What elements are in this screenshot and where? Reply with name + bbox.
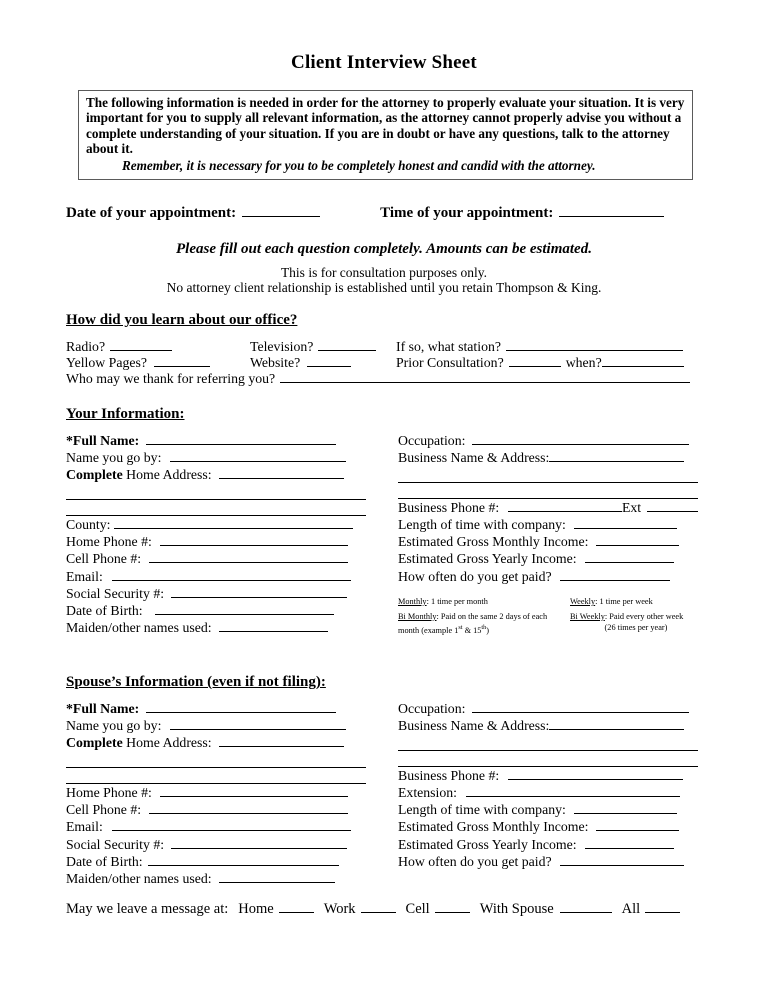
spouse-home-address-label-bold: Complete xyxy=(66,735,123,751)
business-phone-input[interactable] xyxy=(508,499,622,512)
field-row-spouse-full-name xyxy=(66,700,366,717)
referral-label: Who may we thank for referring you? xyxy=(66,371,276,386)
maiden-names-label: Maiden/other names used: xyxy=(66,620,212,636)
field-row-name-you-go-by xyxy=(66,449,366,466)
pay-frequency-weekly xyxy=(570,596,702,608)
message-all-input[interactable] xyxy=(645,900,680,913)
referral-input[interactable] xyxy=(280,370,690,383)
field-row-spouse-business-name-address xyxy=(398,717,698,734)
learn-about-office-fields xyxy=(66,338,696,386)
message-work-input[interactable] xyxy=(361,900,396,913)
spouse-length-of-time-label: Length of time with company: xyxy=(398,802,566,818)
spouse-maiden-names-input[interactable] xyxy=(219,870,335,883)
appointment-date-input[interactable] xyxy=(242,204,320,217)
your-information-right-column xyxy=(398,432,698,585)
spouse-name-you-go-by-input[interactable] xyxy=(170,717,346,730)
spouse-full-name-input[interactable] xyxy=(146,700,336,713)
bi-weekly-note: (26 times per year) xyxy=(604,623,668,632)
occupation-input[interactable] xyxy=(472,432,689,445)
field-row-occupation xyxy=(398,432,698,449)
bi-monthly-mid: & 15 xyxy=(462,625,482,635)
appointment-time-label: Time of your appointment: xyxy=(380,205,554,221)
instructions-line-1: This is for consultation purposes only. xyxy=(280,265,488,280)
field-row-home-phone xyxy=(66,533,366,550)
spouse-information-right-column xyxy=(398,700,698,870)
message-work-label: Work xyxy=(323,901,356,917)
pay-frequency-monthly xyxy=(398,596,563,608)
email-label: Email: xyxy=(66,568,103,584)
full-name-input[interactable] xyxy=(146,432,336,445)
bi-weekly-term: Bi Weekly xyxy=(570,611,605,621)
yellow-pages-label: Yellow Pages? xyxy=(66,355,147,370)
station-label: If so, what station? xyxy=(396,339,501,354)
field-row-email xyxy=(66,568,366,585)
appointment-time-input[interactable] xyxy=(559,204,664,217)
spouse-yearly-income-label: Estimated Gross Yearly Income: xyxy=(398,836,577,852)
yearly-income-label: Estimated Gross Yearly Income: xyxy=(398,551,577,567)
bi-monthly-definition: : Paid on the same 2 days of each month (example 1 xyxy=(398,611,548,635)
notice-remember-line: Remember, it is necessary for you to be completely honest and candid with the attorney. xyxy=(122,157,596,173)
monthly-income-input[interactable] xyxy=(596,533,679,546)
home-address-label-rest: Home Address: xyxy=(122,467,212,483)
message-home-label: Home xyxy=(238,901,274,917)
field-row-spouse-email xyxy=(66,818,366,835)
spouse-ssn-input[interactable] xyxy=(171,836,347,849)
spouse-extension-input[interactable] xyxy=(466,784,680,797)
maiden-names-input[interactable] xyxy=(219,619,328,632)
email-input[interactable] xyxy=(112,568,351,581)
appointment-row xyxy=(66,204,696,222)
field-row-spouse-extension xyxy=(398,784,698,801)
spouse-name-you-go-by-label: Name you go by: xyxy=(66,718,162,734)
length-of-time-input[interactable] xyxy=(574,516,677,529)
monthly-income-label: Estimated Gross Monthly Income: xyxy=(398,534,589,550)
bi-monthly-sup-2: th xyxy=(481,624,487,631)
business-name-address-input-line-2[interactable] xyxy=(398,466,698,482)
field-row-maiden-names xyxy=(66,619,366,636)
spouse-business-name-address-input-line-2[interactable] xyxy=(398,734,698,750)
spouse-ssn-label: Social Security #: xyxy=(66,836,165,852)
instructions-line-2: No attorney client relationship is established until you retain Thompson & King. xyxy=(166,280,602,295)
weekly-term: Weekly xyxy=(570,597,596,606)
cell-phone-label: Cell Phone #: xyxy=(66,551,142,567)
field-row-spouse-business-phone xyxy=(398,767,698,784)
how-often-paid-label: How often do you get paid? xyxy=(398,568,552,584)
your-information-left-column xyxy=(66,432,366,636)
field-row-county xyxy=(66,516,366,533)
spouse-home-phone-input[interactable] xyxy=(160,784,348,797)
leave-message-row xyxy=(66,900,680,918)
prior-consultation-input[interactable] xyxy=(509,354,561,367)
ssn-input[interactable] xyxy=(171,585,347,598)
station-input[interactable] xyxy=(506,338,683,351)
spouse-email-label: Email: xyxy=(66,819,103,835)
appointment-date-label: Date of your appointment: xyxy=(66,205,237,221)
spouse-home-phone-label: Home Phone #: xyxy=(66,784,152,800)
county-input[interactable] xyxy=(114,516,353,529)
field-row-length-of-time xyxy=(398,516,698,533)
ext-input[interactable] xyxy=(647,499,698,512)
message-with-spouse-label: With Spouse xyxy=(479,901,554,917)
spouse-extension-label: Extension: xyxy=(398,784,458,800)
spouse-yearly-income-input[interactable] xyxy=(585,836,674,849)
spouse-how-often-paid-input[interactable] xyxy=(560,853,684,866)
field-row-spouse-ssn xyxy=(66,836,366,853)
name-you-go-by-input[interactable] xyxy=(170,449,346,462)
spouse-monthly-income-input[interactable] xyxy=(596,818,679,831)
monthly-term: Monthly xyxy=(398,597,427,606)
spouse-business-name-address-input-line-3[interactable] xyxy=(398,751,698,767)
dob-label: Date of Birth: xyxy=(66,603,143,618)
prior-consultation-label: Prior Consultation? xyxy=(396,355,504,370)
spouse-business-name-address-input-line-1[interactable] xyxy=(549,717,684,730)
section-heading-spouse-information: Spouse’s Information (even if not filing): xyxy=(66,674,326,690)
spouse-home-address-input-line-3[interactable] xyxy=(66,768,366,784)
name-you-go-by-label: Name you go by: xyxy=(66,450,162,466)
spouse-monthly-income-label: Estimated Gross Monthly Income: xyxy=(398,819,589,835)
field-row-business-name-address xyxy=(398,449,698,466)
yellow-pages-input[interactable] xyxy=(154,354,210,367)
spouse-dob-label: Date of Birth: xyxy=(66,853,143,869)
ext-label: Ext xyxy=(621,499,642,515)
field-row-business-phone xyxy=(398,499,698,516)
ssn-label: Social Security #: xyxy=(66,585,165,601)
message-cell-label: Cell xyxy=(405,901,430,917)
field-row-full-name xyxy=(66,432,366,449)
radio-label: Radio? xyxy=(66,339,106,354)
bi-monthly-sup-1: st xyxy=(458,624,463,631)
when-input[interactable] xyxy=(602,354,684,367)
spouse-information-left-column xyxy=(66,700,366,887)
bi-monthly-term: Bi Monthly xyxy=(398,611,437,621)
field-row-dob xyxy=(66,602,366,619)
field-row-spouse-home-phone xyxy=(66,784,366,801)
yearly-income-input[interactable] xyxy=(585,550,674,563)
business-name-address-label: Business Name & Address: xyxy=(398,450,550,466)
field-row-ssn xyxy=(66,585,366,602)
full-name-label: *Full Name: xyxy=(66,433,140,448)
field-row-spouse-length-of-time xyxy=(398,801,698,818)
spouse-how-often-paid-label: How often do you get paid? xyxy=(398,853,552,869)
bi-weekly-definition: : Paid every other week xyxy=(604,611,684,621)
field-row-cell-phone xyxy=(66,550,366,567)
length-of-time-label: Length of time with company: xyxy=(398,516,566,532)
notice-box xyxy=(78,90,693,180)
spouse-home-address-input-line-1[interactable] xyxy=(219,734,344,747)
field-row-spouse-home-address xyxy=(66,734,366,751)
field-row-how-often-paid xyxy=(398,568,698,585)
field-row-spouse-maiden-names xyxy=(66,870,366,887)
pay-frequency-bi-weekly xyxy=(570,611,702,623)
field-row-spouse-cell-phone xyxy=(66,801,366,818)
home-address-input-line-2[interactable] xyxy=(66,484,366,500)
spouse-full-name-label: *Full Name: xyxy=(66,701,140,716)
when-label: when? xyxy=(565,355,602,370)
spouse-cell-phone-label: Cell Phone #: xyxy=(66,802,142,818)
business-phone-label: Business Phone #: xyxy=(398,499,500,515)
home-address-input-line-1[interactable] xyxy=(219,466,344,479)
field-row-spouse-name-you-go-by xyxy=(66,717,366,734)
section-heading-learn-about-office: How did you learn about our office? xyxy=(66,312,298,328)
spouse-home-address-input-line-2[interactable] xyxy=(66,752,366,768)
instructions-bold: Please fill out each question completely. Amounts can be estimated. xyxy=(176,241,592,257)
field-row-spouse-how-often-paid xyxy=(398,853,698,870)
notice-paragraph: The following information is needed in order for the attorney to properly evaluate your situation. It is very important for you to supply all relevant information, as the attorney cannot properly advise you without a complete understanding of your situation. If you are in doubt or have any questions, talk to the attorney about it. xyxy=(86,95,685,157)
field-row-yearly-income xyxy=(398,550,698,567)
county-label: County: xyxy=(66,516,111,532)
spouse-business-name-address-label: Business Name & Address: xyxy=(398,718,550,734)
bi-monthly-end: ) xyxy=(486,625,490,635)
page-title: Client Interview Sheet xyxy=(291,52,477,73)
spouse-business-phone-label: Business Phone #: xyxy=(398,767,500,783)
spouse-business-phone-input[interactable] xyxy=(508,767,683,780)
television-input[interactable] xyxy=(318,338,376,351)
home-address-label-bold: Complete xyxy=(66,467,123,483)
message-cell-input[interactable] xyxy=(435,900,470,913)
dob-input[interactable] xyxy=(155,602,334,615)
message-with-spouse-input[interactable] xyxy=(560,900,612,913)
cell-phone-input[interactable] xyxy=(149,550,348,563)
occupation-label: Occupation: xyxy=(398,433,466,448)
section-heading-your-information: Your Information: xyxy=(66,406,185,422)
message-all-label: All xyxy=(621,901,641,917)
spouse-occupation-input[interactable] xyxy=(472,700,689,713)
field-row-home-address xyxy=(66,466,366,483)
spouse-email-input[interactable] xyxy=(112,818,351,831)
home-address-input-line-3[interactable] xyxy=(66,500,366,516)
television-label: Television? xyxy=(250,339,314,354)
spouse-occupation-label: Occupation: xyxy=(398,701,466,716)
leave-message-prefix: May we leave a message at: xyxy=(66,901,229,917)
business-name-address-input-line-3[interactable] xyxy=(398,483,698,499)
monthly-definition: : 1 time per month xyxy=(426,597,488,606)
field-row-monthly-income xyxy=(398,533,698,550)
how-often-paid-input[interactable] xyxy=(560,568,670,581)
message-home-input[interactable] xyxy=(279,900,314,913)
field-row-spouse-yearly-income xyxy=(398,836,698,853)
spouse-cell-phone-input[interactable] xyxy=(149,801,348,814)
website-label: Website? xyxy=(250,355,301,370)
field-row-spouse-monthly-income xyxy=(398,818,698,835)
radio-input[interactable] xyxy=(110,338,172,351)
spouse-maiden-names-label: Maiden/other names used: xyxy=(66,871,212,886)
spouse-dob-input[interactable] xyxy=(148,853,339,866)
business-name-address-input-line-1[interactable] xyxy=(549,449,684,462)
field-row-spouse-dob xyxy=(66,853,366,870)
pay-frequency-bi-monthly xyxy=(398,611,563,637)
spouse-home-address-label-rest: Home Address: xyxy=(122,735,212,751)
website-input[interactable] xyxy=(307,354,351,367)
weekly-definition: : 1 time per week xyxy=(595,597,653,606)
field-row-spouse-occupation xyxy=(398,700,698,717)
home-phone-label: Home Phone #: xyxy=(66,534,152,550)
spouse-length-of-time-input[interactable] xyxy=(574,801,677,814)
home-phone-input[interactable] xyxy=(160,533,348,546)
